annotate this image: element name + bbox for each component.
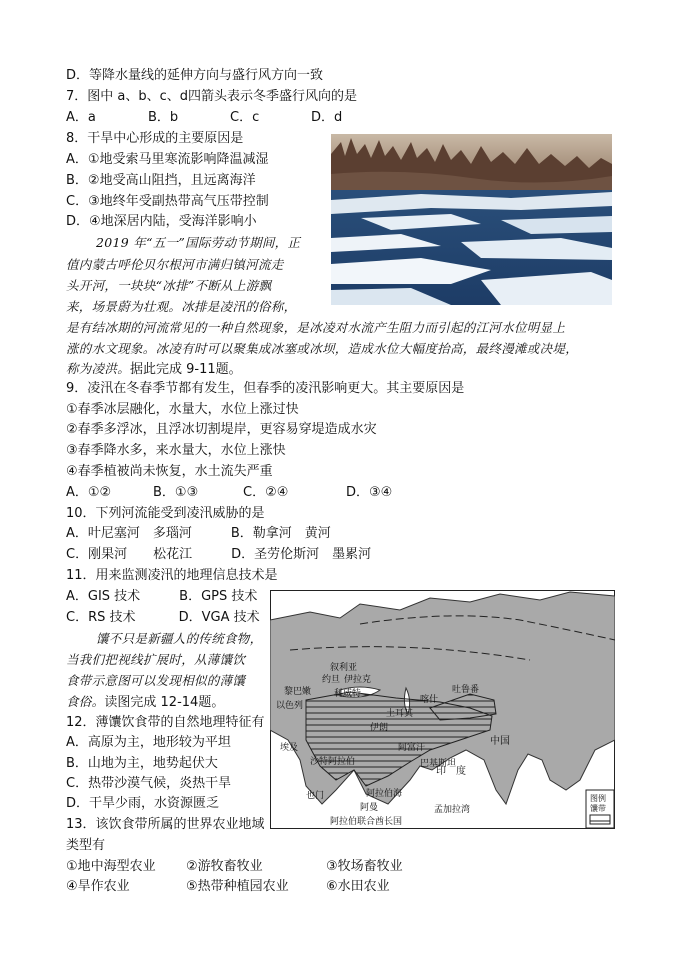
q7-option-a: A．a [66,110,96,125]
passage-naan-instruction: 读图完成 12-14题。 [104,695,225,710]
q10-stem: 10．下列河流能受到凌汛威胁的是 [66,506,265,521]
q13-stem: 13．该饮食带所属的世界农业地域 [66,817,265,832]
q12-option-a: A．高原为主，地形较为平坦 [66,735,231,750]
q7-stem: 7．图中 a、b、c、d四箭头表示冬季盛行风向的是 [66,89,358,104]
q9-statement-2: ②春季多浮冰，且浮冰切割堤岸，更容易穿堤造成水灾 [66,422,377,437]
label-iran: 伊朗 [370,723,389,733]
q7-option-d: D．d [311,110,343,125]
river-ice-photo [331,134,612,305]
label-kashgar: 喀什 [420,695,439,705]
q6-option-d: D．等降水量线的延伸方向与盛行风方向一致 [66,68,324,83]
q9-statement-4: ④春季植被尚未恢复，水土流失严重 [66,464,273,479]
passage-naan-line-4 [66,693,224,712]
q9-option-c: C．②④ [243,485,289,500]
label-syria: 叙利亚 [330,663,358,673]
legend-swatch [590,815,610,824]
naan-belt-map [270,590,615,829]
label-bay-of-bengal: 孟加拉湾 [434,805,471,815]
label-saudi: 沙特阿拉伯 [310,757,356,767]
q12-stem: 12．薄馕饮食带的自然地理特征有 [66,715,265,730]
q9-option-a: A．①② [66,485,112,500]
label-egypt: 埃及 [280,743,299,753]
map-legend [586,790,614,828]
q7-option-b: B．b [148,110,179,125]
label-afghanistan: 阿富汗 [398,743,426,753]
q13-item-4: ④旱作农业 [66,879,130,894]
q8-stem: 8．干旱中心形成的主要原因是 [66,131,244,146]
q11-options-ab: A．GIS 技术 B．GPS 技术 [66,589,258,604]
label-jordan: 约旦 [322,675,341,685]
label-turkey: 土耳其 [386,709,414,719]
q10-options-ab: A．叶尼塞河 多瑙河 B．勒拿河 黄河 [66,526,331,541]
legend-label: 馕带 [590,804,606,813]
label-pakistan: 巴基斯坦 [420,759,457,769]
passage-ice-line-7 [66,360,242,379]
label-india: 印 度 [436,766,466,777]
label-oman: 阿曼 [360,803,379,813]
passage-ice-instruction: 据此完成 9-11题。 [130,362,242,377]
q9-stem: 9．凌汛在冬春季节都有发生，但春季的凌汛影响更大。其主要原因是 [66,381,465,396]
legend-title: 图例 [590,794,606,803]
label-uae: 阿拉伯联合酋长国 [330,817,403,827]
passage-ice-end: 称为凌洪。 [66,361,131,376]
q12-option-c: C．热带沙漠气候，炎热干旱 [66,776,232,791]
q11-options-cd: C．RS 技术 D．VGA 技术 [66,610,260,625]
label-china: 中国 [490,736,510,747]
q8-option-d: D．④地深居内陆，受海洋影响小 [66,214,257,229]
label-lebanon: 黎巴嫩 [284,687,312,697]
q12-option-d: D．干旱少雨，水资源匮乏 [66,796,220,811]
passage-ice-line-4: 来，场景蔚为壮观。冰排是凌汛的俗称， [66,299,297,314]
q9-statement-3: ③春季降水多，来水量大，水位上涨快 [66,443,286,458]
q13-item-6: ⑥水田农业 [326,879,390,894]
q13-item-2: ②游牧畜牧业 [186,859,263,874]
passage-ice-line-6: 涨的水文现象。冰凌有时可以聚集成冰塞或冰坝，造成水位大幅度抬高，最终漫滩或决堤， [66,341,579,356]
q13-item-1: ①地中海型农业 [66,859,156,874]
q9-option-d: D．③④ [346,485,393,500]
label-iraq: 伊拉克 [344,675,372,685]
q9-option-b: B．①③ [153,485,199,500]
q8-option-c: C．③地终年受副热带高气压带控制 [66,194,269,209]
q13-stem-cont: 类型有 [66,838,106,853]
q8-option-b: B．②地受高山阻挡，且远离海洋 [66,173,256,188]
label-kuwait: 科威特 [334,689,362,699]
label-arabian-sea: 阿拉伯海 [366,789,403,799]
q12-option-b: B．山地为主，地势起伏大 [66,756,218,771]
q10-options-cd: C．刚果河 松花江 D．圣劳伦斯河 墨累河 [66,547,372,562]
q13-item-3: ③牧场畜牧业 [326,859,403,874]
passage-ice-line-2: 值内蒙古呼伦贝尔根河市满归镇河流走 [66,257,284,272]
passage-naan-line-1: 馕不只是新疆人的传统食物， [96,631,263,646]
passage-ice-line-1: 2019 年“五一”国际劳动节期间，正 [96,235,301,250]
q7-option-c: C．c [230,110,260,125]
passage-ice-line-3: 头开河，一块块“冰排”不断从上游飘 [66,278,272,293]
passage-ice-line-5: 是有结冰期的河流常见的一种自然现象，是冰凌对水流产生阻力而引起的江河水位明显上 [66,320,566,335]
label-yemen: 也门 [306,791,325,801]
passage-naan-line-3: 食带示意图可以发现相似的薄馕 [66,673,246,688]
passage-naan-line-2: 当我们把视线扩展时，从薄馕饮 [66,652,246,667]
q9-statement-1: ①春季冰层融化，水量大，水位上涨过快 [66,402,299,417]
q13-item-5: ⑤热带种植园农业 [186,879,289,894]
label-israel: 以色列 [276,701,304,711]
passage-naan-end: 食俗。 [66,694,105,709]
q11-stem: 11．用来监测凌汛的地理信息技术是 [66,568,278,583]
q8-option-a: A．①地受索马里寒流影响降温减湿 [66,152,269,167]
label-turpan: 吐鲁番 [452,685,480,695]
